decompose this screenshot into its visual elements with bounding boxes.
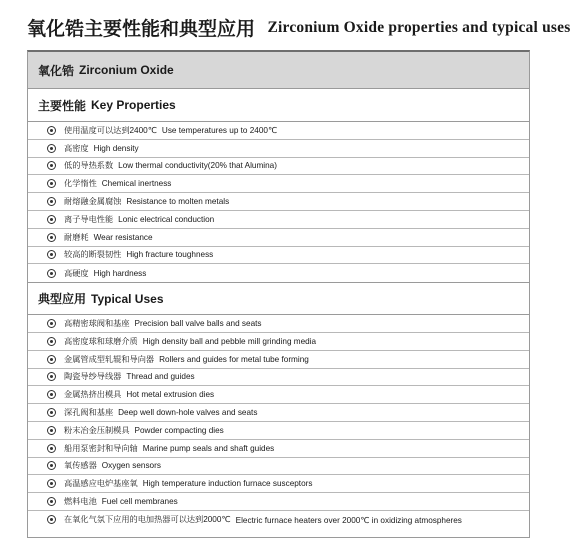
key-property-english-text: Low thermal conductivity(20% that Alumina) [118,161,277,171]
key-properties-heading [28,89,529,122]
key-property-english-text: Lonic electrical conduction [118,214,215,224]
typical-use-english-text: Powder compacting dies [134,425,224,435]
key-property-chinese-text: 离子导电性能 [64,214,114,224]
double-circle-bullet-icon [47,126,56,135]
typical-use-english-text: Oxygen sensors [101,461,161,471]
key-properties-list [28,122,529,282]
typical-use-english-text: Rollers and guides for metal tube forming [159,354,309,364]
typical-use-row [28,458,529,476]
double-circle-bullet-icon [47,497,56,506]
typical-use-chinese-text: 金属管成型轧辊和导向器 [64,354,155,364]
page-title-english: Zirconium Oxide properties and typical uses [267,18,570,36]
key-property-row [28,140,529,158]
double-circle-bullet-icon [47,269,56,278]
typical-use-row [28,493,529,511]
key-property-english-text: High hardness [93,268,147,278]
typical-uses-list [28,315,529,529]
double-circle-bullet-icon [47,390,56,399]
key-property-row [28,175,529,193]
key-property-english-text: High fracture toughness [126,250,214,260]
typical-use-chinese-text: 在氧化气氛下应用的电加热器可以达到2000℃ [64,515,231,525]
typical-use-row [28,440,529,458]
key-property-row [28,122,529,140]
key-property-english-text: Chemical inertness [101,179,172,189]
typical-use-english-text: Precision ball valve balls and seats [134,319,262,329]
key-property-chinese-text: 高密度 [64,143,89,153]
typical-uses-heading-chinese: 典型应用 [38,292,87,307]
typical-use-english-text: Thread and guides [126,372,195,382]
key-properties-heading-chinese: 主要性能 [38,98,87,113]
typical-use-row [28,404,529,422]
typical-use-chinese-text: 金属热挤出模具 [64,390,122,400]
typical-use-row [28,333,529,351]
material-name-chinese: 氧化锆 [38,63,75,78]
key-property-chinese-text: 较高的断裂韧性 [64,250,122,260]
typical-use-chinese-text: 陶瓷导纱导线器 [64,372,122,382]
typical-use-chinese-text: 氧传感器 [64,461,97,471]
double-circle-bullet-icon [47,161,56,170]
material-header [28,52,529,89]
key-properties-heading-english: Key Properties [91,98,176,112]
typical-use-chinese-text: 船用泵密封和导向轴 [64,443,138,453]
double-circle-bullet-icon [47,144,56,153]
typical-uses-heading-english: Typical Uses [91,291,164,306]
typical-use-row [28,386,529,404]
typical-use-english-text: High temperature induction furnace susceptors [142,479,313,489]
page-title [27,14,570,44]
typical-use-english-text: Deep well down-hole valves and seats [118,408,258,418]
double-circle-bullet-icon [47,197,56,206]
key-property-row [28,264,529,282]
key-property-english-text: Resistance to molten metals [126,197,230,207]
double-circle-bullet-icon [47,337,56,346]
key-property-chinese-text: 化学惰性 [64,179,97,189]
double-circle-bullet-icon [47,408,56,417]
typical-use-chinese-text: 深孔阀和基座 [64,408,114,418]
typical-use-english-text: Marine pump seals and shaft guides [142,443,275,453]
typical-use-row [28,422,529,440]
typical-use-chinese-text: 粉末冶金压制模具 [64,425,130,435]
key-property-english-text: Wear resistance [93,232,153,242]
typical-use-chinese-text: 高温感应电炉基座氧 [64,479,138,489]
double-circle-bullet-icon [47,515,56,524]
key-property-chinese-text: 高硬度 [64,268,89,278]
key-property-chinese-text: 耐熔融金属腐蚀 [64,197,122,207]
double-circle-bullet-icon [47,319,56,328]
double-circle-bullet-icon [47,215,56,224]
double-circle-bullet-icon [47,179,56,188]
properties-table [27,50,530,538]
double-circle-bullet-icon [47,444,56,453]
key-property-row [28,211,529,229]
typical-use-row [28,351,529,369]
key-property-english-text: High density [93,143,139,153]
key-property-row [28,247,529,265]
key-property-chinese-text: 使用温度可以达到2400℃ [64,125,157,135]
typical-use-row [28,511,529,529]
typical-use-row [28,315,529,333]
double-circle-bullet-icon [47,233,56,242]
typical-use-row [28,475,529,493]
double-circle-bullet-icon [47,250,56,259]
typical-use-english-text: Hot metal extrusion dies [126,390,215,400]
key-property-english-text: Use temperatures up to 2400℃ [161,126,278,136]
key-property-row [28,229,529,247]
key-property-row [28,158,529,176]
typical-use-chinese-text: 高精密球阀和基座 [64,319,130,329]
material-name-english: Zirconium Oxide [79,63,174,77]
typical-use-english-text: Fuel cell membranes [101,497,178,507]
key-property-chinese-text: 低的导热系数 [64,161,114,171]
typical-use-english-text: High density ball and pebble mill grinding media [142,336,317,346]
typical-use-chinese-text: 燃料电池 [64,497,97,507]
double-circle-bullet-icon [47,479,56,488]
page-title-chinese: 氧化锆主要性能和典型应用 [27,18,256,40]
key-property-row [28,193,529,211]
double-circle-bullet-icon [47,461,56,470]
typical-use-english-text: Electric furnace heaters over 2000℃ in oxidizing atmospheres [235,515,462,525]
typical-uses-heading [28,282,529,315]
key-property-chinese-text: 耐磨耗 [64,232,89,242]
double-circle-bullet-icon [47,372,56,381]
typical-use-row [28,369,529,387]
double-circle-bullet-icon [47,355,56,364]
double-circle-bullet-icon [47,426,56,435]
typical-use-chinese-text: 高密度球和球磨介质 [64,336,138,346]
